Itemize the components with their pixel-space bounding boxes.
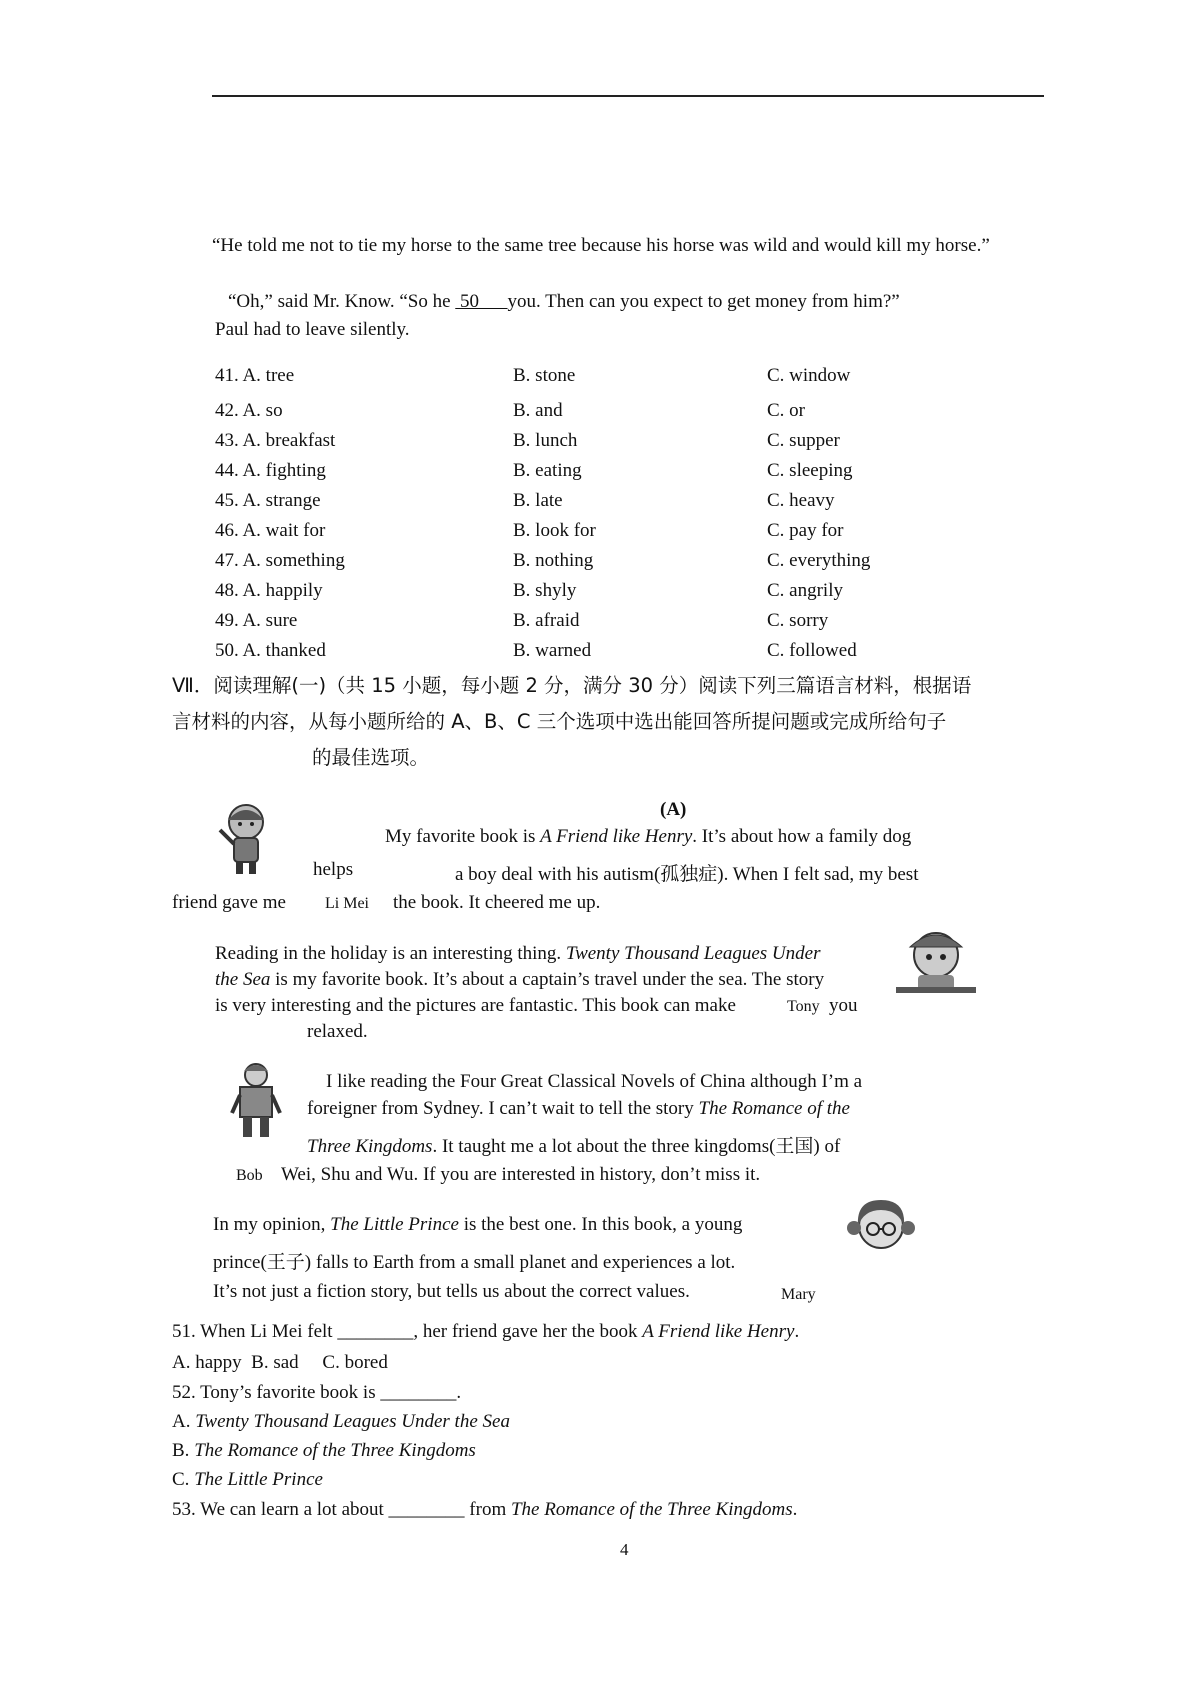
cloze-option: B. shyly [513,580,577,601]
text-span: you. Then can you expect to get money from him?” [507,291,900,312]
girl-figure-icon [212,800,278,880]
text-span: . It taught me a lot about the three kingdoms(王国) of [432,1136,841,1157]
text-span: 51. When Li Mei felt ________, her friend gave her the book [172,1321,643,1342]
cloze-option: B. eating [513,460,582,481]
question-51-options: A. happy B. sad C. bored [172,1352,388,1373]
book-title: A Friend like Henry [642,1321,795,1342]
text-span: foreigner from Sydney. I can’t wait to tell the story [307,1098,699,1119]
cloze-option: C. sleeping [767,460,853,481]
cloze-option: 50. A. thanked [215,640,326,661]
mary-line-2: prince(王子) falls to Earth from a small planet and experiences a lot. [213,1252,736,1273]
blank-50: 50 [455,291,508,312]
question-52-option-a [172,1411,510,1433]
limei-line-1 [385,826,911,848]
passage-paragraph: “He told me not to tie my horse to the same tree because his horse was wild and would kill my horse.” [212,235,990,256]
cloze-option: 49. A. sure [215,610,298,631]
cloze-option-row [215,610,1015,638]
book-title: The Romance of the [698,1098,850,1119]
cloze-option-row [215,520,1015,548]
text-span: “Oh,” said Mr. Know. “So he [228,291,456,312]
man-figure-icon [228,1061,284,1139]
book-title: The Romance of the Three Kingdoms [194,1440,476,1461]
mary-line-1 [213,1214,742,1236]
cloze-option: B. and [513,400,563,421]
option-label: B. [172,1440,195,1461]
cloze-option: C. heavy [767,490,835,511]
page-number: 4 [620,1540,629,1559]
cloze-option: 48. A. happily [215,580,323,601]
cloze-option: C. sorry [767,610,829,631]
speaker-name: Li Mei [325,895,369,912]
passage-line-blank-50 [228,291,900,313]
text-span: My favorite book is [385,826,541,847]
question-52: 52. Tony’s favorite book is ________. [172,1382,462,1403]
book-title: A Friend like Henry [540,826,693,847]
tony-line-1 [215,943,820,965]
cloze-option: 45. A. strange [215,490,321,511]
book-title: Twenty Thousand Leagues Under [565,943,821,964]
question-52-option-b [172,1440,476,1462]
bob-line-3 [307,1131,840,1158]
cloze-option-row [215,430,1015,458]
cloze-option-row [215,400,1015,428]
question-52-option-c [172,1469,323,1491]
bob-line-1: I like reading the Four Great Classical Novels of China although I’m a [326,1071,863,1092]
tony-line-4: relaxed. [307,1021,368,1042]
cloze-option: C. window [767,365,851,386]
cloze-option: C. pay for [767,520,844,541]
cloze-option: C. supper [767,430,840,451]
bob-line-2 [307,1098,850,1120]
cloze-option: 41. A. tree [215,365,295,386]
speaker-name: Tony [787,998,820,1015]
tony-line-3: is very interesting and the pictures are fantastic. This book can make [215,995,736,1016]
cloze-option-row [215,550,1015,578]
cloze-option-row [215,460,1015,488]
cloze-option: B. late [513,490,563,511]
cloze-option-row [215,490,1015,518]
cloze-option: 47. A. something [215,550,345,571]
text-span: . [792,1499,798,1520]
book-title: the Sea [215,969,271,990]
book-title: The Romance of the Three Kingdoms [510,1499,793,1520]
question-51 [172,1321,799,1343]
cloze-option: 42. A. so [215,400,283,421]
cloze-option: B. stone [513,365,576,386]
text-span: In my opinion, [213,1214,331,1235]
cloze-option: B. lunch [513,430,578,451]
section-heading-line: 言材料的内容，从每小题所给的 A、B、C 三个选项中选出能回答所提问题或完成所给句子 [172,710,947,733]
limei-line-3: friend gave me [172,892,286,913]
cloze-option: B. afraid [513,610,580,631]
bob-line-4: Wei, Shu and Wu. If you are interested in history, don’t miss it. [281,1164,761,1185]
cloze-option: B. warned [513,640,592,661]
header-rule [212,95,1044,97]
limei-line-2: helps [313,859,354,880]
book-title: The Little Prince [194,1469,323,1490]
book-title: Three Kingdoms [307,1136,433,1157]
cloze-option-row [215,580,1015,608]
text-span: . [794,1321,800,1342]
cloze-option: 43. A. breakfast [215,430,336,451]
speaker-name: Bob [236,1167,263,1184]
cloze-option-row [215,365,1015,393]
section-heading-line: Ⅶ．阅读理解(一)（共 15 小题，每小题 2 分，满分 30 分）阅读下列三篇语言材料，根据语 [172,674,972,697]
book-title: The Little Prince [330,1214,459,1235]
option-label: C. [172,1469,195,1490]
cloze-option: 44. A. fighting [215,460,326,481]
boy-figure-icon [894,925,978,995]
speaker-name: Mary [781,1286,816,1303]
limei-line-3b: the book. It cheered me up. [393,892,601,913]
cloze-option: 46. A. wait for [215,520,326,541]
cloze-option: B. look for [513,520,596,541]
book-title: Twenty Thousand Leagues Under the Sea [195,1411,510,1432]
tony-line-3b: you [829,995,858,1016]
girl-glasses-figure-icon [846,1192,916,1256]
text-span: Reading in the holiday is an interesting thing. [215,943,566,964]
cloze-option: B. nothing [513,550,594,571]
cloze-option: C. followed [767,640,857,661]
section-heading-line: 的最佳选项。 [312,746,430,769]
option-label: A. [172,1411,196,1432]
text-span: is my favorite book. It’s about a captain’s travel under the sea. The story [270,969,825,990]
cloze-option: C. everything [767,550,871,571]
cloze-option-row [215,640,1015,668]
cloze-option: C. or [767,400,805,421]
text-span: 53. We can learn a lot about ________ from [172,1499,511,1520]
passage-line: Paul had to leave silently. [215,319,410,340]
passage-a-label: (A) [660,799,687,820]
mary-line-3: It’s not just a fiction story, but tells us about the correct values. [213,1281,690,1302]
section-heading [172,668,1052,776]
limei-line-2b: a boy deal with his autism(孤独症). When I felt sad, my best [455,864,919,885]
tony-line-2 [215,969,824,991]
text-span: is the best one. In this book, a young [458,1214,743,1235]
question-53 [172,1499,797,1521]
text-span: . It’s about how a family dog [692,826,912,847]
cloze-option: C. angrily [767,580,843,601]
